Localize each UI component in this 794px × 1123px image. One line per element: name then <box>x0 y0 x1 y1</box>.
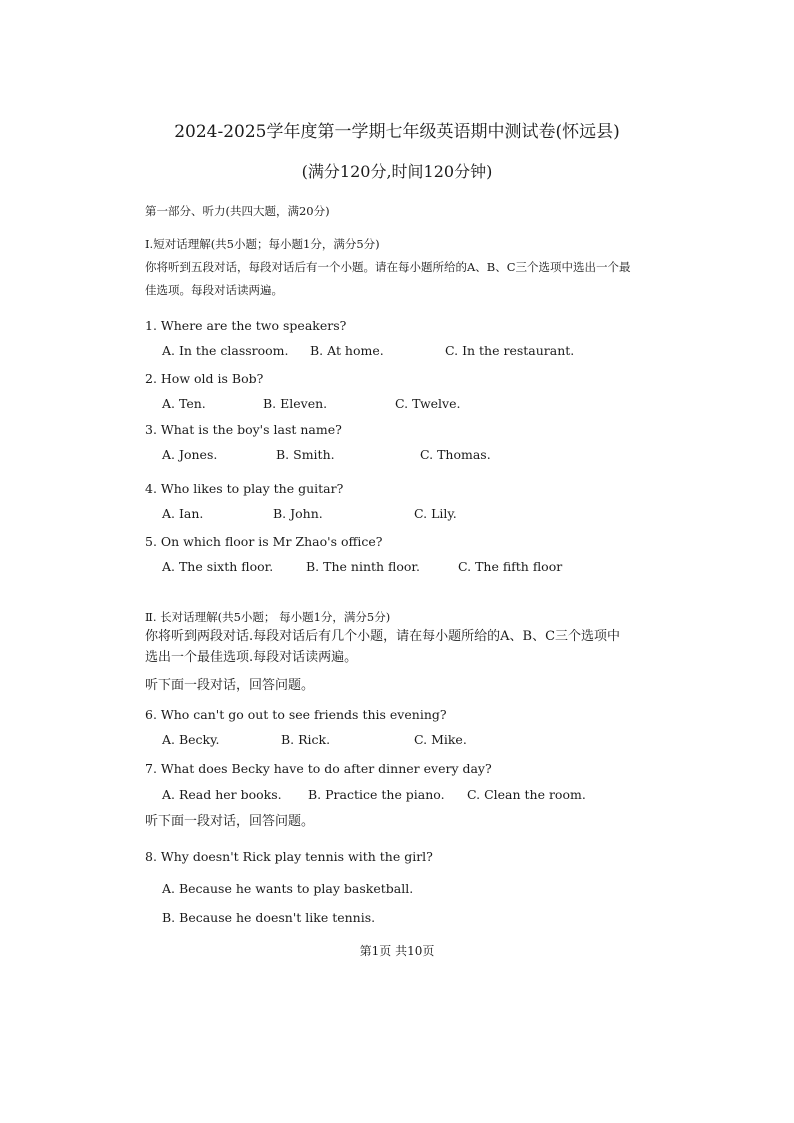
exam-title: 2024-2025学年度第一学期七年级英语期中测试卷(怀远县) <box>174 122 620 142</box>
question-5: 5. On which floor is Mr Zhao's office? <box>145 534 383 549</box>
section2-instruction-line2: 选出一个最佳选项.每段对话读两遍。 <box>145 650 358 665</box>
option-c: C. Lily. <box>414 506 457 521</box>
option-a: A. The sixth floor. <box>162 559 274 574</box>
section1-instruction-line2: 佳选项。每段对话读两遍。 <box>145 283 283 297</box>
option-c: C. Clean the room. <box>467 787 586 802</box>
part-heading: 第一部分、听力(共四大题，满20分) <box>145 204 330 218</box>
question-7-options <box>162 786 662 804</box>
question-2: 2. How old is Bob? <box>145 371 264 386</box>
section1-instruction-line1: 你将听到五段对话，每段对话后有一个小题。请在每小题所给的A、B、C三个选项中选出一个最 <box>145 260 631 274</box>
option-b: B. Eleven. <box>263 396 328 411</box>
section2-instruction <box>145 626 665 668</box>
option-c: C. In the restaurant. <box>445 343 575 358</box>
question-1: 1. Where are the two speakers? <box>145 318 347 333</box>
exam-subtitle: (满分120分,时间120分钟) <box>301 162 493 181</box>
question-4-options <box>162 505 662 523</box>
option-b: B. At home. <box>310 343 384 358</box>
section2-heading: Ⅱ. 长对话理解(共5小题； 每小题1分，满分5分) <box>145 610 391 624</box>
question-8: 8. Why doesn't Rick play tennis with the girl? <box>145 849 433 864</box>
option-a: A. Ian. <box>162 506 204 521</box>
option-a: A. Jones. <box>162 447 218 462</box>
question-3: 3. What is the boy's last name? <box>145 422 342 437</box>
option-a: A. Because he wants to play basketball. <box>162 881 414 896</box>
question-7: 7. What does Becky have to do after dinner every day? <box>145 761 492 776</box>
option-c: C. Thomas. <box>420 447 491 462</box>
question-6: 6. Who can't go out to see friends this evening? <box>145 707 447 722</box>
option-a: A. Becky. <box>162 732 220 747</box>
option-c: C. The fifth floor <box>458 559 563 574</box>
question-6-options <box>162 731 662 749</box>
option-b: B. Practice the piano. <box>308 787 445 802</box>
option-b: B. The ninth floor. <box>306 559 421 574</box>
option-c: C. Twelve. <box>395 396 461 411</box>
page-footer: 第1页 共10页 <box>359 944 435 958</box>
option-b: B. Smith. <box>276 447 335 462</box>
option-a: A. In the classroom. <box>162 343 289 358</box>
option-b: B. Because he doesn't like tennis. <box>162 910 376 925</box>
question-1-options <box>162 342 662 360</box>
question-2-options <box>162 395 662 413</box>
option-a: A. Read her books. <box>162 787 282 802</box>
section2-instruction-line1: 你将听到两段对话.每段对话后有几个小题，请在每小题所给的A、B、C三个选项中 <box>145 629 621 644</box>
option-b: B. Rick. <box>281 732 331 747</box>
option-b: B. John. <box>273 506 323 521</box>
option-c: C. Mike. <box>414 732 467 747</box>
lead-in-2: 听下面一段对话，回答问题。 <box>145 814 315 829</box>
lead-in-1: 听下面一段对话，回答问题。 <box>145 678 315 693</box>
question-5-options <box>162 558 662 576</box>
question-3-options <box>162 446 662 464</box>
question-4: 4. Who likes to play the guitar? <box>145 481 344 496</box>
section1-heading: Ⅰ.短对话理解(共5小题；每小题1分，满分5分) <box>145 237 380 251</box>
section1-instruction <box>145 256 665 302</box>
option-a: A. Ten. <box>162 396 206 411</box>
